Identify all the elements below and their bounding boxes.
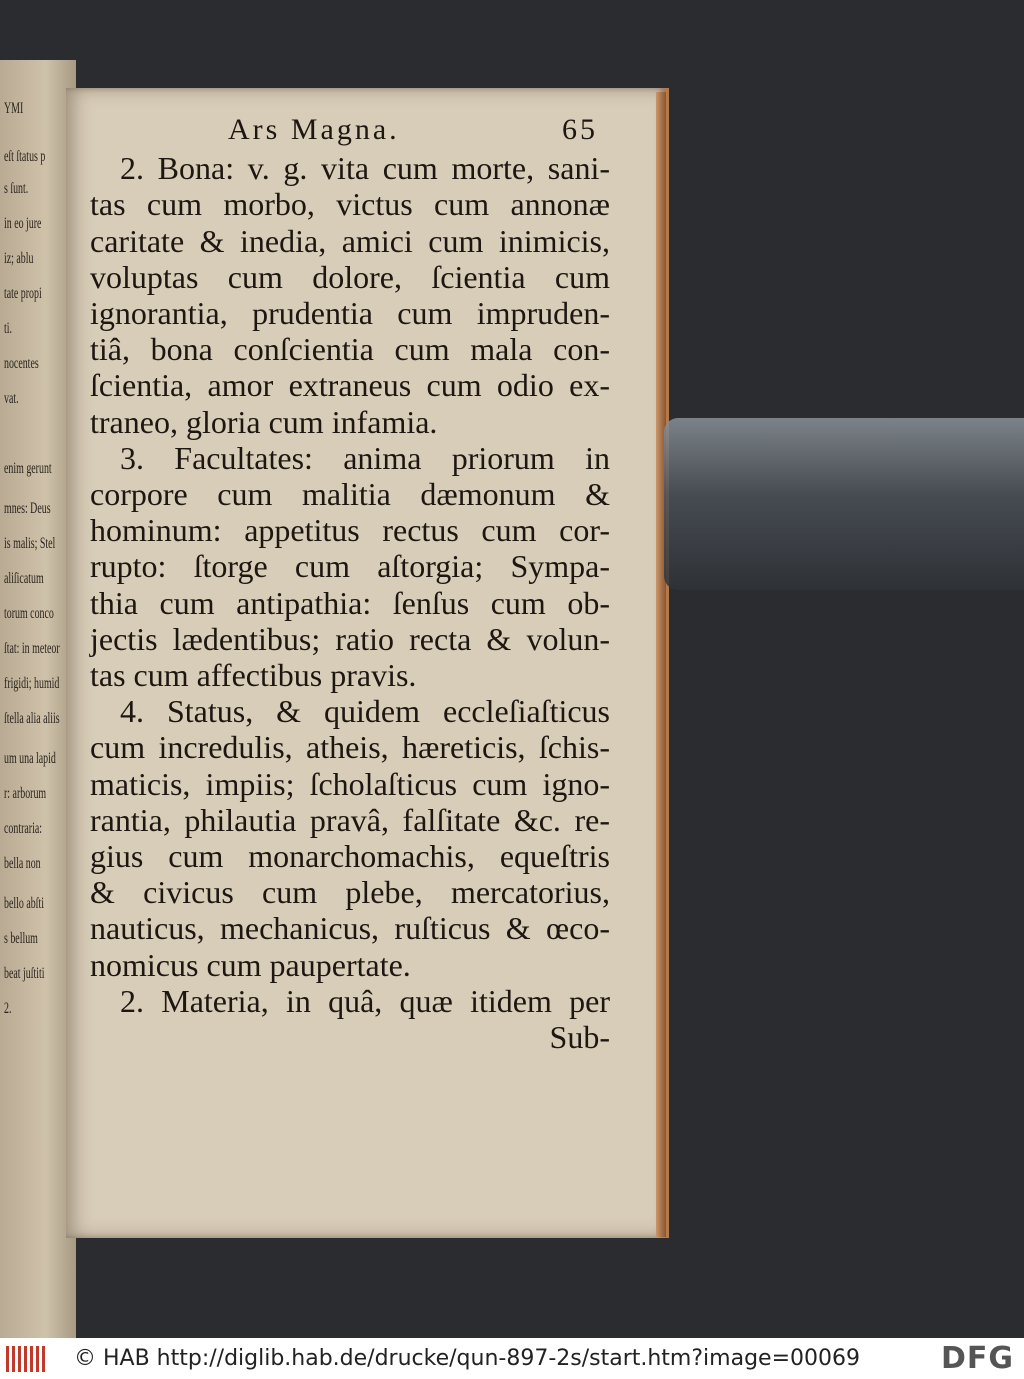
text-line: ignorantia, prudentia cum impruden- <box>90 295 610 332</box>
text-line: tiâ, bona conſcientia cum mala con- <box>90 331 610 368</box>
text-line: 2. Materia, in quâ, quæ itidem per <box>120 982 610 1019</box>
footer-credit: © HAB http://diglib.hab.de/drucke/qun-897-2s/start.htm?image=00069 <box>74 1346 860 1371</box>
page-number: 65 <box>562 113 598 146</box>
text-line: rantia, philautia pravâ, falſitate &c. re- <box>90 801 610 838</box>
left-page-text: nocentes <box>4 355 39 372</box>
text-line: caritate & inedia, amici cum inimicis, <box>90 222 610 259</box>
left-page-text: eſt ſtatus p <box>4 148 46 165</box>
left-page-text: aliſicatum <box>4 570 44 587</box>
text-line: thia cum antipathia: ſenſus cum ob- <box>90 584 610 621</box>
text-line: & civicus cum plebe, mercatorius, <box>90 874 610 911</box>
text-line: tas cum affectibus pravis. <box>90 657 417 694</box>
text-line: 3. Facultates: anima priorum in <box>120 439 610 476</box>
left-page-text: contraria: <box>4 820 43 837</box>
left-page-text: s bellum <box>4 930 38 947</box>
footer-bar <box>0 1338 1024 1379</box>
left-page-text: iz; ablu <box>4 250 34 267</box>
text-line: maticis, impiis; ſcholaſticus cum igno- <box>90 765 610 802</box>
dfg-logo: DFG <box>940 1341 1014 1376</box>
left-page-text: mnes: Deus <box>4 500 51 517</box>
left-page-text: bello abſti <box>4 895 44 912</box>
text-line: tas cum morbo, victus cum annonæ <box>90 186 610 223</box>
left-page-text: beat juſtiti <box>4 965 45 982</box>
text-line: cum incredulis, atheis, hæreticis, ſchis- <box>90 729 610 766</box>
text-line: ſcientia, amor extraneus cum odio ex- <box>90 367 610 404</box>
left-page-text: is malis; Stel <box>4 535 56 552</box>
left-page-fragment <box>0 60 76 1338</box>
text-line: corpore cum malitia dæmonum & <box>90 476 610 513</box>
text-line: nauticus, mechanicus, ruſticus & œco- <box>90 910 610 947</box>
left-page-text: tate propi <box>4 285 42 302</box>
left-page-text: bella non <box>4 855 41 872</box>
text-line: hominum: appetitus rectus cum cor- <box>90 512 610 549</box>
text-line: voluptas cum dolore, ſcientia cum <box>90 258 610 295</box>
text-line: rupto: ſtorge cum aſtorgia; Sympa- <box>90 548 610 585</box>
page-text <box>90 112 610 1055</box>
text-line: nomicus cum paupertate. <box>90 946 411 983</box>
left-page-text: 2. <box>4 1000 12 1017</box>
text-line: 4. Status, & quidem eccleſiaſticus <box>120 693 610 730</box>
page-holder-strip <box>664 418 1024 590</box>
left-page-text: torum conco <box>4 605 54 622</box>
left-page-text: um una lapid <box>4 750 56 767</box>
left-page-text: frigidi; humid <box>4 675 60 692</box>
left-page-text: in eo jure <box>4 215 42 232</box>
running-header <box>90 112 610 148</box>
left-page-text: YMI <box>4 100 24 117</box>
left-page-text: vat. <box>4 390 19 407</box>
left-page-text: ti. <box>4 320 12 337</box>
text-line: Sub- <box>549 1019 610 1056</box>
left-page-text: ſtat: in meteor <box>4 640 60 657</box>
hab-logo-icon <box>6 1346 46 1372</box>
left-page-text: s ſunt. <box>4 180 29 197</box>
left-page-text: enim gerunt <box>4 460 52 477</box>
text-line: 2. Bona: v. g. vita cum morte, sani- <box>120 150 610 187</box>
text-lines <box>90 150 610 1055</box>
left-page-text: ſtella alia aliis <box>4 710 60 727</box>
page-edge <box>656 92 666 1237</box>
text-line: traneo, gloria cum infamia. <box>90 403 438 440</box>
left-page-text: r: arborum <box>4 785 47 802</box>
text-line: gius cum monarchomachis, equeſtris <box>90 838 610 875</box>
header-title: Ars Magna. <box>228 113 400 146</box>
text-line: jectis lædentibus; ratio recta & volun- <box>90 620 610 657</box>
